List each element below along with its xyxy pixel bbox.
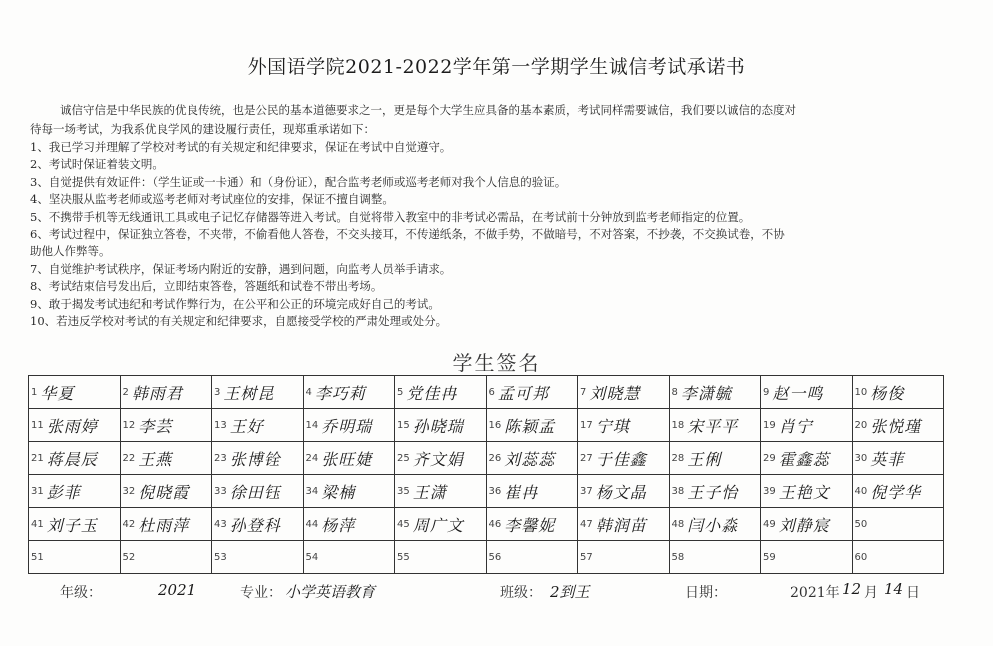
student-signature: 霍鑫蕊	[778, 449, 830, 469]
rule-item: 2、考试时保证着装文明。	[30, 157, 164, 172]
signature-row	[29, 508, 944, 541]
signature-number: 54	[305, 552, 319, 563]
signature-number: 28	[671, 452, 685, 464]
signature-number: 33	[214, 485, 227, 497]
major-value: 小学英语教育	[285, 583, 376, 601]
signature-heading: 学生签名	[452, 351, 541, 375]
signature-cell	[29, 541, 121, 574]
signature-number: 53	[214, 552, 227, 563]
signature-row	[29, 541, 944, 574]
signature-cell	[120, 376, 212, 409]
signature-cell	[761, 541, 853, 574]
rule-item: 6、考试过程中，保证独立答卷，不夹带，不偷看他人答卷，不交头接耳，不传递纸条，不做手势，不做暗号，不对答案，不抄袭，不交换试卷，不协	[30, 227, 785, 242]
signature-cell	[761, 475, 853, 508]
signature-number: 23	[214, 452, 227, 464]
signature-cell	[303, 508, 395, 541]
student-signature: 齐文娟	[412, 449, 464, 469]
signature-cell	[761, 409, 853, 442]
footer-bar	[0, 582, 993, 606]
student-signature: 王子怡	[687, 482, 739, 502]
signature-cell	[29, 475, 121, 508]
student-signature: 赵一鸣	[772, 383, 824, 403]
student-signature: 张雨婷	[46, 416, 98, 436]
student-signature: 党佳冉	[406, 383, 458, 403]
student-signature: 王俐	[687, 449, 722, 469]
date-label: 日期：	[685, 585, 727, 601]
grade-value: 2021	[158, 581, 197, 599]
signature-cell	[212, 442, 304, 475]
signature-cell	[303, 409, 395, 442]
signature-cell	[578, 508, 670, 541]
signature-number: 15	[397, 419, 410, 431]
signature-number: 18	[671, 419, 685, 431]
signature-number: 50	[854, 519, 868, 530]
rule-item: 助他人作弊等。	[30, 244, 111, 259]
student-signature: 崔冉	[504, 482, 539, 502]
signature-number: 25	[397, 452, 410, 464]
signature-number: 55	[397, 552, 410, 563]
student-signature: 王燕	[138, 449, 173, 469]
signature-number: 37	[580, 485, 593, 497]
student-signature: 杨文晶	[595, 482, 647, 502]
signature-cell	[486, 442, 578, 475]
signature-number: 42	[122, 518, 136, 530]
signature-cell	[852, 376, 944, 409]
student-signature: 韩润苗	[595, 515, 647, 535]
signature-cell	[852, 409, 944, 442]
signature-number: 60	[854, 552, 868, 563]
signature-number: 46	[488, 518, 502, 530]
signature-cell	[761, 442, 853, 475]
signature-cell	[29, 409, 121, 442]
signature-number: 6	[488, 386, 495, 398]
signature-number: 16	[488, 419, 502, 431]
rule-item: 5、不携带手机等无线通讯工具或电子记忆存储器等进入考试。自觉将带入教室中的非考试必需品，在考试前十分钟放到监考老师指定的位置。	[30, 209, 751, 224]
signature-row	[29, 376, 944, 409]
signature-cell	[669, 409, 761, 442]
signature-cell	[120, 475, 212, 508]
signature-number: 45	[397, 518, 410, 530]
student-signature: 宋平平	[687, 416, 739, 436]
signature-cell	[120, 541, 212, 574]
signature-cell	[669, 376, 761, 409]
rule-item: 9、敢于揭发考试违纪和考试作弊行为，在公平和公正的环境完成好自己的考试。	[30, 296, 440, 311]
signature-number: 11	[31, 419, 44, 431]
student-signature: 蒋晨辰	[46, 449, 98, 469]
rule-item: 8、考试结束信号发出后，立即结束答卷，答题纸和试卷不带出考场。	[30, 279, 383, 294]
date-month-char: 月	[864, 585, 878, 601]
signature-cell	[578, 475, 670, 508]
signature-number: 1	[31, 386, 38, 398]
signature-number: 44	[305, 518, 319, 530]
student-signature: 张旺婕	[321, 449, 373, 469]
signature-number: 59	[763, 552, 776, 563]
document-title: 外国语学院2021-2022学年第一学期学生诚信考试承诺书	[247, 56, 746, 78]
signature-number: 32	[122, 485, 136, 497]
signature-number: 38	[671, 485, 685, 497]
student-signature: 李芸	[138, 416, 173, 436]
signature-number: 19	[763, 419, 776, 431]
signature-cell	[303, 442, 395, 475]
date-year: 2021年	[790, 585, 840, 601]
student-signature: 孟可邦	[497, 383, 549, 403]
signature-cell	[120, 508, 212, 541]
signature-cell	[395, 475, 487, 508]
student-signature: 宁琪	[595, 416, 630, 436]
signature-cell	[120, 442, 212, 475]
student-signature: 倪晓霞	[138, 482, 190, 502]
intro-line-2: 待每一场考试，为我系优良学风的建设履行责任，现郑重承诺如下：	[30, 122, 375, 136]
signature-cell	[395, 376, 487, 409]
student-signature: 陈颖孟	[504, 416, 556, 436]
signature-cell	[852, 475, 944, 508]
student-signature: 李潇毓	[680, 383, 732, 403]
signature-cell	[578, 409, 670, 442]
signature-cell	[486, 475, 578, 508]
signature-cell	[669, 508, 761, 541]
signature-cell	[212, 508, 304, 541]
signature-cell	[852, 508, 944, 541]
student-signature: 刘蕊蕊	[504, 449, 556, 469]
student-signature: 王潇	[412, 482, 447, 502]
student-signature: 徐田钰	[229, 482, 281, 502]
rule-item: 3、自觉提供有效证件：（学生证或一卡通）和（身份证），配合监考老师或巡考老师对我个人信息的验证。	[30, 174, 567, 189]
student-signature: 周广文	[412, 515, 464, 535]
signature-number: 3	[214, 386, 221, 398]
signature-number: 52	[122, 552, 136, 563]
signature-number: 21	[31, 452, 44, 464]
signature-number: 57	[580, 552, 593, 563]
signature-number: 36	[488, 485, 502, 497]
signature-number: 41	[31, 518, 44, 530]
signature-number: 27	[580, 452, 593, 464]
student-signature: 孙晓瑞	[412, 416, 464, 436]
signature-cell	[486, 541, 578, 574]
signature-number: 13	[214, 419, 227, 431]
intro-paragraph	[30, 101, 960, 139]
signature-cell	[303, 541, 395, 574]
signature-cell	[395, 442, 487, 475]
signature-cell	[29, 508, 121, 541]
student-signature: 英菲	[870, 449, 905, 469]
class-value: 2到王	[550, 583, 590, 601]
student-signature: 杨萍	[321, 515, 356, 535]
student-signature: 闫小淼	[687, 515, 739, 535]
signature-number: 56	[488, 552, 502, 563]
signature-cell	[852, 442, 944, 475]
signature-cell	[395, 409, 487, 442]
student-signature: 刘静宸	[778, 515, 830, 535]
signature-cell	[669, 442, 761, 475]
student-signature: 张博铨	[229, 449, 281, 469]
student-signature: 倪学华	[870, 482, 922, 502]
signature-number: 58	[671, 552, 685, 563]
date-month: 12	[842, 580, 862, 598]
student-signature: 王树昆	[223, 383, 275, 403]
signature-number: 5	[397, 386, 404, 398]
date-day-char: 日	[906, 585, 920, 601]
student-signature: 肖宁	[778, 416, 813, 436]
signature-cell	[669, 475, 761, 508]
student-signature: 刘晓慧	[589, 383, 641, 403]
student-signature: 张悦瑾	[870, 416, 922, 436]
signature-cell	[852, 541, 944, 574]
student-signature: 乔明瑞	[321, 416, 373, 436]
student-signature: 韩雨君	[131, 383, 183, 403]
student-signature: 彭菲	[46, 482, 81, 502]
signature-number: 43	[214, 518, 227, 530]
signature-cell	[212, 541, 304, 574]
student-signature: 孙登科	[229, 515, 281, 535]
signature-cell	[761, 376, 853, 409]
signature-number: 9	[763, 386, 770, 398]
student-signature: 李巧莉	[314, 383, 366, 403]
signature-number: 12	[122, 419, 136, 431]
signature-number: 26	[488, 452, 502, 464]
signature-number: 51	[31, 552, 44, 563]
student-signature: 梁楠	[321, 482, 356, 502]
student-signature: 于佳鑫	[595, 449, 647, 469]
signature-number: 24	[305, 452, 319, 464]
signature-cell	[212, 475, 304, 508]
signature-number: 47	[580, 518, 593, 530]
student-signature: 王好	[229, 416, 264, 436]
class-label: 班级：	[500, 585, 542, 601]
signature-number: 39	[763, 485, 776, 497]
signature-number: 4	[305, 386, 312, 398]
signature-cell	[29, 442, 121, 475]
signature-cell	[486, 508, 578, 541]
signature-cell	[29, 376, 121, 409]
signature-cell	[486, 376, 578, 409]
signature-cell	[669, 541, 761, 574]
grade-label: 年级：	[60, 585, 102, 601]
signature-number: 2	[122, 386, 129, 398]
signature-cell	[486, 409, 578, 442]
signature-number: 35	[397, 485, 410, 497]
signature-cell	[212, 409, 304, 442]
signature-number: 31	[31, 485, 44, 497]
signature-row	[29, 442, 944, 475]
rule-item: 4、坚决服从监考老师或巡考老师对考试座位的安排，保证不擅自调整。	[30, 192, 394, 207]
signature-cell	[578, 376, 670, 409]
signature-number: 49	[763, 518, 776, 530]
signature-number: 34	[305, 485, 319, 497]
signature-cell	[303, 376, 395, 409]
student-signature: 刘子玉	[46, 515, 98, 535]
signature-cell	[395, 541, 487, 574]
signature-cell	[120, 409, 212, 442]
student-signature: 王艳文	[778, 482, 830, 502]
signature-number: 14	[305, 419, 319, 431]
signature-cell	[761, 508, 853, 541]
student-signature: 华夏	[40, 383, 75, 403]
signature-number: 48	[671, 518, 685, 530]
student-signature: 李馨妮	[504, 515, 556, 535]
signature-number: 17	[580, 419, 593, 431]
signature-cell	[395, 508, 487, 541]
date-day: 14	[884, 580, 904, 598]
signature-number: 10	[854, 386, 868, 398]
signature-number: 29	[763, 452, 776, 464]
rule-item: 1、我已学习并理解了学校对考试的有关规定和纪律要求，保证在考试中自觉遵守。	[30, 140, 452, 154]
student-signature: 杜雨萍	[138, 515, 190, 535]
rules-list	[30, 139, 965, 330]
signature-number: 40	[854, 485, 868, 497]
signature-row	[29, 409, 944, 442]
signature-cell	[578, 442, 670, 475]
rule-item: 10、若违反学校对考试的有关规定和纪律要求，自愿接受学校的严肃处理或处分。	[30, 314, 448, 329]
signature-number: 30	[854, 452, 868, 464]
signature-cell	[303, 475, 395, 508]
major-label: 专业：	[240, 585, 282, 601]
signature-cell	[212, 376, 304, 409]
rule-item: 7、自觉维护考试秩序，保证考场内附近的安静，遇到问题，向监考人员举手请求。	[30, 261, 452, 276]
signature-row	[29, 475, 944, 508]
intro-line-1: 诚信守信是中华民族的优良传统，也是公民的基本道德要求之一，更是每个大学生应具备的基本素质，考试同样需要诚信，我们要以诚信的态度对	[60, 103, 796, 117]
student-signature: 杨俊	[870, 383, 905, 403]
signature-number: 20	[854, 419, 868, 431]
signature-table	[28, 375, 944, 574]
signature-number: 7	[580, 386, 587, 398]
signature-number: 8	[671, 386, 678, 398]
signature-number: 22	[122, 452, 136, 464]
signature-cell	[578, 541, 670, 574]
